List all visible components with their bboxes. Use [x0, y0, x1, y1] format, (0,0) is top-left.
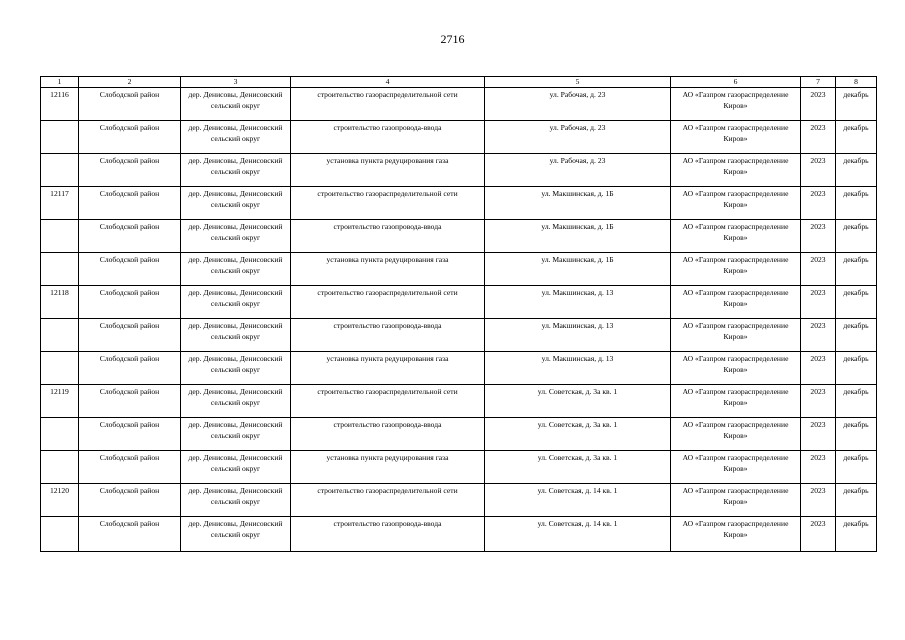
work-type-cell: строительство газораспределительной сети	[291, 385, 485, 418]
entry-number-cell	[41, 253, 79, 286]
month-cell: декабрь	[836, 88, 877, 121]
entry-number-cell	[41, 451, 79, 484]
address-cell: ул. Советская, д. 3а кв. 1	[485, 385, 671, 418]
address-cell: ул. Рабочая, д. 23	[485, 121, 671, 154]
locality-cell: дер. Денисовы, Денисовский сельский округ	[181, 484, 291, 517]
year-cell: 2023	[801, 385, 836, 418]
year-cell: 2023	[801, 286, 836, 319]
locality-cell: дер. Денисовы, Денисовский сельский округ	[181, 385, 291, 418]
district-cell: Слободской район	[79, 385, 181, 418]
month-cell: декабрь	[836, 451, 877, 484]
year-cell: 2023	[801, 517, 836, 552]
locality-cell: дер. Денисовы, Денисовский сельский округ	[181, 154, 291, 187]
month-cell: декабрь	[836, 253, 877, 286]
entry-number-cell: 12117	[41, 187, 79, 220]
column-header: 3	[181, 77, 291, 88]
work-type-cell: строительство газопровода-ввода	[291, 121, 485, 154]
organization-cell: АО «Газпром газораспределение Киров»	[671, 187, 801, 220]
address-cell: ул. Макшинская, д. 1Б	[485, 253, 671, 286]
work-type-cell: строительство газопровода-ввода	[291, 220, 485, 253]
district-cell: Слободской район	[79, 319, 181, 352]
district-cell: Слободской район	[79, 154, 181, 187]
entry-number-cell	[41, 154, 79, 187]
work-type-cell: строительство газораспределительной сети	[291, 286, 485, 319]
year-cell: 2023	[801, 484, 836, 517]
month-cell: декабрь	[836, 220, 877, 253]
table-row	[41, 418, 877, 451]
column-header: 7	[801, 77, 836, 88]
work-type-cell: строительство газопровода-ввода	[291, 319, 485, 352]
work-type-cell: установка пункта редуцирования газа	[291, 154, 485, 187]
work-type-cell: установка пункта редуцирования газа	[291, 451, 485, 484]
organization-cell: АО «Газпром газораспределение Киров»	[671, 88, 801, 121]
column-header: 4	[291, 77, 485, 88]
month-cell: декабрь	[836, 286, 877, 319]
work-type-cell: строительство газопровода-ввода	[291, 517, 485, 552]
entry-number-cell	[41, 517, 79, 552]
address-cell: ул. Макшинская, д. 1Б	[485, 187, 671, 220]
organization-cell: АО «Газпром газораспределение Киров»	[671, 451, 801, 484]
district-cell: Слободской район	[79, 286, 181, 319]
address-cell: ул. Макшинская, д. 13	[485, 352, 671, 385]
table-row	[41, 451, 877, 484]
column-header: 8	[836, 77, 877, 88]
address-cell: ул. Макшинская, д. 13	[485, 286, 671, 319]
year-cell: 2023	[801, 418, 836, 451]
entry-number-cell	[41, 352, 79, 385]
work-type-cell: строительство газопровода-ввода	[291, 418, 485, 451]
organization-cell: АО «Газпром газораспределение Киров»	[671, 154, 801, 187]
year-cell: 2023	[801, 352, 836, 385]
year-cell: 2023	[801, 220, 836, 253]
locality-cell: дер. Денисовы, Денисовский сельский округ	[181, 451, 291, 484]
organization-cell: АО «Газпром газораспределение Киров»	[671, 484, 801, 517]
district-cell: Слободской район	[79, 88, 181, 121]
year-cell: 2023	[801, 121, 836, 154]
address-cell: ул. Рабочая, д. 23	[485, 88, 671, 121]
work-type-cell: строительство газораспределительной сети	[291, 88, 485, 121]
work-type-cell: установка пункта редуцирования газа	[291, 253, 485, 286]
address-cell: ул. Рабочая, д. 23	[485, 154, 671, 187]
registry-table	[40, 76, 877, 552]
column-header: 2	[79, 77, 181, 88]
locality-cell: дер. Денисовы, Денисовский сельский округ	[181, 352, 291, 385]
entry-number-cell	[41, 319, 79, 352]
district-cell: Слободской район	[79, 517, 181, 552]
year-cell: 2023	[801, 319, 836, 352]
table-row	[41, 253, 877, 286]
organization-cell: АО «Газпром газораспределение Киров»	[671, 253, 801, 286]
locality-cell: дер. Денисовы, Денисовский сельский округ	[181, 220, 291, 253]
table-row	[41, 220, 877, 253]
district-cell: Слободской район	[79, 187, 181, 220]
address-cell: ул. Советская, д. 14 кв. 1	[485, 517, 671, 552]
table-row	[41, 319, 877, 352]
column-number-row	[41, 77, 877, 88]
district-cell: Слободской район	[79, 352, 181, 385]
address-cell: ул. Макшинская, д. 13	[485, 319, 671, 352]
organization-cell: АО «Газпром газораспределение Киров»	[671, 121, 801, 154]
entry-number-cell	[41, 121, 79, 154]
year-cell: 2023	[801, 451, 836, 484]
table-row	[41, 154, 877, 187]
entry-number-cell: 12120	[41, 484, 79, 517]
year-cell: 2023	[801, 187, 836, 220]
month-cell: декабрь	[836, 484, 877, 517]
work-type-cell: установка пункта редуцирования газа	[291, 352, 485, 385]
district-cell: Слободской район	[79, 451, 181, 484]
district-cell: Слободской район	[79, 220, 181, 253]
address-cell: ул. Советская, д. 14 кв. 1	[485, 484, 671, 517]
locality-cell: дер. Денисовы, Денисовский сельский округ	[181, 187, 291, 220]
year-cell: 2023	[801, 88, 836, 121]
month-cell: декабрь	[836, 385, 877, 418]
month-cell: декабрь	[836, 418, 877, 451]
table-row	[41, 88, 877, 121]
locality-cell: дер. Денисовы, Денисовский сельский округ	[181, 253, 291, 286]
month-cell: декабрь	[836, 352, 877, 385]
district-cell: Слободской район	[79, 253, 181, 286]
address-cell: ул. Макшинская, д. 1Б	[485, 220, 671, 253]
work-type-cell: строительство газораспределительной сети	[291, 187, 485, 220]
table-row	[41, 517, 877, 552]
work-type-cell: строительство газораспределительной сети	[291, 484, 485, 517]
locality-cell: дер. Денисовы, Денисовский сельский округ	[181, 517, 291, 552]
district-cell: Слободской район	[79, 418, 181, 451]
month-cell: декабрь	[836, 319, 877, 352]
organization-cell: АО «Газпром газораспределение Киров»	[671, 517, 801, 552]
district-cell: Слободской район	[79, 484, 181, 517]
entry-number-cell: 12118	[41, 286, 79, 319]
month-cell: декабрь	[836, 517, 877, 552]
table-row	[41, 121, 877, 154]
district-cell: Слободской район	[79, 121, 181, 154]
organization-cell: АО «Газпром газораспределение Киров»	[671, 319, 801, 352]
column-header: 1	[41, 77, 79, 88]
month-cell: декабрь	[836, 187, 877, 220]
column-header: 6	[671, 77, 801, 88]
locality-cell: дер. Денисовы, Денисовский сельский округ	[181, 286, 291, 319]
column-header: 5	[485, 77, 671, 88]
address-cell: ул. Советская, д. 3а кв. 1	[485, 451, 671, 484]
locality-cell: дер. Денисовы, Денисовский сельский округ	[181, 121, 291, 154]
entry-number-cell: 12116	[41, 88, 79, 121]
organization-cell: АО «Газпром газораспределение Киров»	[671, 352, 801, 385]
locality-cell: дер. Денисовы, Денисовский сельский округ	[181, 418, 291, 451]
organization-cell: АО «Газпром газораспределение Киров»	[671, 418, 801, 451]
year-cell: 2023	[801, 154, 836, 187]
entry-number-cell	[41, 220, 79, 253]
table-row	[41, 352, 877, 385]
page-number: 2716	[440, 32, 465, 46]
organization-cell: АО «Газпром газораспределение Киров»	[671, 385, 801, 418]
month-cell: декабрь	[836, 121, 877, 154]
organization-cell: АО «Газпром газораспределение Киров»	[671, 220, 801, 253]
locality-cell: дер. Денисовы, Денисовский сельский округ	[181, 88, 291, 121]
table-row	[41, 286, 877, 319]
month-cell: декабрь	[836, 154, 877, 187]
entry-number-cell	[41, 418, 79, 451]
locality-cell: дер. Денисовы, Денисовский сельский округ	[181, 319, 291, 352]
year-cell: 2023	[801, 253, 836, 286]
organization-cell: АО «Газпром газораспределение Киров»	[671, 286, 801, 319]
entry-number-cell: 12119	[41, 385, 79, 418]
table-row	[41, 187, 877, 220]
table-row	[41, 385, 877, 418]
table-row	[41, 484, 877, 517]
address-cell: ул. Советская, д. 3а кв. 1	[485, 418, 671, 451]
